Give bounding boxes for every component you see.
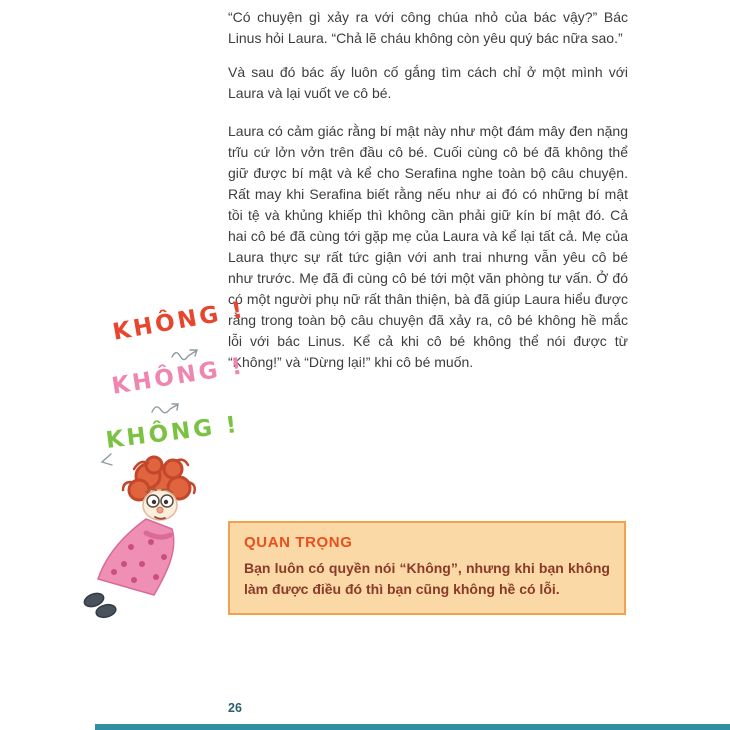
girl-illustration: [76, 452, 224, 630]
girl-shoes: [83, 591, 118, 619]
callout-body: Bạn luôn có quyền nói “Không”, nhưng khi bạn không làm được điều đó thì bạn cũng không hề có lỗi.: [244, 560, 610, 597]
squiggle-icon: [170, 346, 200, 362]
callout-title: QUAN TRỌNG: [244, 534, 353, 551]
paragraph-1: “Có chuyện gì xảy ra với công chúa nhỏ của bác vậy?” Bác Linus hỏi Laura. “Chả lẽ cháu không còn yêu quý bác nữa sao.”: [228, 9, 628, 46]
paragraph-3: Laura có cảm giác rằng bí mật này như một đám mây đen nặng trĩu cứ lởn vởn trên đầu cô bé. Cuối cùng cô bé đã không thể giữ được bí mật và kể cho Serafina nghe toàn bộ câu chuyện. Rất may khi Serafina biết rằng nếu như ai đó có những bí mật tồi tệ và khủng khiếp thì không cần phải giữ kín bí mật đó. Cả hai cô bé đã cùng tới gặp mẹ của Laura và kể lại tất cả. Mẹ của Laura thực sự rất tức giận với anh trai nhưng vẫn yêu cô bé như trước. Mẹ đã đi cùng cô bé tới một văn phòng tư vấn. Ở đó có một người phụ nữ rất thân thiện, bà đã giúp Laura hiểu được rằng trong toàn bộ câu chuyện đã xảy ra, cô bé không hề mắc lỗi với bác Linus. Kể cả khi cô bé không thể nói được từ “Không!” và “Dừng lại!” khi cô bé muốn.: [228, 123, 628, 370]
page-number: 26: [228, 701, 242, 715]
squiggle-icon: [150, 400, 180, 416]
handwritten-khong-2: KHÔNG !: [109, 353, 247, 400]
handwritten-khong-3: KHÔNG !: [104, 411, 241, 454]
footer-bar: [95, 724, 730, 730]
important-callout: [228, 521, 626, 615]
body-text: [228, 7, 628, 373]
paragraph-2: Và sau đó bác ấy luôn cố gắng tìm cách chỉ ở một mình với Laura và lại vuốt ve cô bé.: [228, 64, 628, 101]
handwritten-khong-1: KHÔNG !: [110, 296, 248, 346]
